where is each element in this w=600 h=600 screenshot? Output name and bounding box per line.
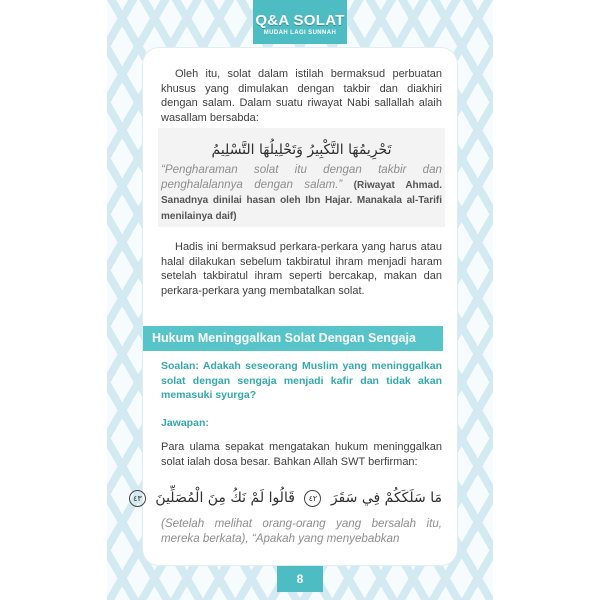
paragraph-answer: Para ulama sepakat mengatakan hukum meninggalkan solat ialah dosa besar. Bahkan Allah SWT berfirman: bbox=[161, 441, 442, 468]
verse-number-marker: ٤٣ bbox=[129, 490, 146, 507]
verse-segment: مَا سَلَكَكُمْ فِي سَقَرَ bbox=[330, 490, 442, 506]
verse-translation: (Setelah melihat orang-orang yang bersalah itu, mereka berkata), “Apakah yang menyebabkan bbox=[161, 517, 442, 545]
paragraph-explanation: Hadis ini bermaksud perkara-perkara yang harus atau halal dilakukan sebelum takbiratul ihram menjadi haram setelah takbiratul ihram seperti bercakap, makan dan perkara-perkara yang membatalkan solat. bbox=[161, 241, 442, 297]
content-card bbox=[133, 48, 457, 565]
page-number: 8 bbox=[296, 572, 304, 586]
hadith-arabic-text: تَحْرِيمُهَا التَّكْبِيرُ وَتَحْلِيلُهَا التَّسْلِيمُ bbox=[211, 142, 392, 158]
quran-verse bbox=[133, 483, 442, 513]
hadith-quote bbox=[161, 163, 442, 224]
answer-label: Jawapan: bbox=[161, 416, 209, 429]
question-text: Soalan: Adakah seseorang Muslim yang meninggalkan solat dengan sengaja menjadi kafir dan tidak akan memasuki syurga? bbox=[161, 360, 442, 401]
hadith-box bbox=[158, 128, 445, 227]
hadith-translation: “Pengharaman solat itu dengan takbir dan penghalalannya dengan salam.” bbox=[161, 163, 442, 191]
book-title: Q&A SOLAT bbox=[255, 12, 345, 29]
book-header-tab bbox=[253, 0, 347, 44]
section-heading: Hukum Meninggalkan Solat Dengan Sengaja bbox=[143, 326, 443, 351]
page-number-tab bbox=[277, 566, 323, 592]
paragraph-intro: Oleh itu, solat dalam istilah bermaksud perbuatan khusus yang dimulakan dengan takbir dan diakhiri dengan salam. Dalam suatu riwayat Nabi sallallah alaih wasallam bersabda: bbox=[161, 68, 442, 124]
verse-segment: قَالُوا لَمْ نَكُ مِنَ الْمُصَلِّينَ bbox=[155, 490, 295, 506]
book-subtitle: MUDAH LAGI SUNNAH bbox=[263, 30, 337, 36]
verse-number-marker: ٤٢ bbox=[304, 490, 321, 507]
hadith-citation: (Riwayat Ahmad. Sanadnya dinilai hasan oleh Ibn Hajar. Manakala al-Tarifi menilainya daif) bbox=[161, 179, 442, 222]
